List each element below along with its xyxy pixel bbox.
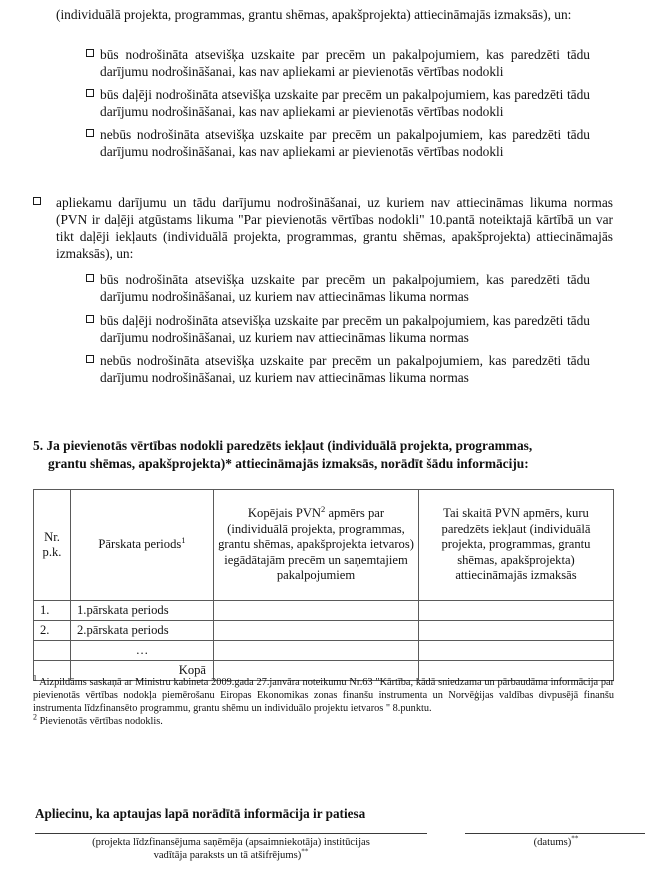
row-total-vat[interactable] bbox=[214, 601, 419, 621]
table-row[interactable] bbox=[34, 641, 614, 661]
checkbox-option-2a-label: būs nodrošināta atsevišķa uzskaite par precēm un pakalpojumiem, kas paredzēti tādu darījumu nodrošināšanai, uz kuriem nav attiecināmas likuma normas bbox=[100, 272, 590, 305]
row-period: 2.pārskata periods bbox=[71, 621, 214, 641]
checkbox-icon[interactable] bbox=[86, 355, 94, 363]
checkbox-option-2b-label: būs daļēji nodrošināta atsevišķa uzskaite par precēm un pakalpojumiem, kas paredzēti tādu darījumu nodrošināšanai, uz kuriem nav attiecināmas likuma normas bbox=[100, 312, 590, 345]
table-header-total-vat bbox=[214, 490, 419, 601]
checkbox-option-1b[interactable] bbox=[86, 86, 590, 120]
footnote-1-text: Aizpildāms saskaņā ar Ministru kabineta 2009.gada 27.janvāra noteikumu Nr.63 "Kārtība, kādā sniedzama un pārbaudāma informācija par pievienotās vērtības nodokļa piemērošanu Eiropas Ekonomikas zonas finanšu instrumenta un Norvēģijas valdības divpusējā finanšu instrumenta līdzfinansēto programmu, grantu shēmu un individuālo projektu ietvaros " 8.punktu. bbox=[33, 677, 614, 715]
checkbox-option-2c-label: nebūs nodrošināta atsevišķa uzskaite par precēm un pakalpojumiem, kas paredzēti tādu darījumu nodrošināšanai, uz kuriem nav attiecināmas likuma normas bbox=[100, 352, 590, 385]
row-total-vat[interactable] bbox=[214, 641, 419, 661]
row-total-vat[interactable] bbox=[214, 621, 419, 641]
table-header-period-label: Pārskata periods bbox=[98, 537, 182, 552]
checkbox-option-1c-label: nebūs nodrošināta atsevišķa uzskaite par precēm un pakalpojumiem, kas paredzēti tādu darījumu nodrošināšanai, kas nav apliekami ar pievienotās vērtības nodokli bbox=[100, 127, 590, 160]
table-body bbox=[34, 601, 614, 681]
date-caption bbox=[465, 834, 645, 849]
checkbox-icon[interactable] bbox=[33, 197, 41, 205]
checkbox-option-2-lead[interactable] bbox=[33, 194, 613, 262]
signature-block bbox=[35, 833, 427, 863]
table-header-nr-line1: Nr. bbox=[44, 529, 60, 544]
table-header-total-vat-part1: Kopējais PVN bbox=[247, 506, 322, 521]
signature-caption-line2: vadītāja paraksts un tā atšifrējums) bbox=[153, 850, 302, 862]
row-eligible-vat[interactable] bbox=[419, 621, 614, 641]
table-header-eligible-vat bbox=[419, 490, 614, 601]
checkbox-option-1a[interactable] bbox=[86, 46, 590, 80]
checkbox-icon[interactable] bbox=[86, 89, 94, 97]
attestation-statement: Apliecinu, ka aptaujas lapā norādītā informācija ir patiesa bbox=[35, 806, 366, 821]
row-nr: 2. bbox=[34, 621, 71, 641]
date-block bbox=[465, 833, 645, 849]
option-group-one-list bbox=[86, 46, 590, 161]
footnotes-block bbox=[33, 673, 614, 728]
table-header-row bbox=[34, 490, 614, 601]
checkbox-option-1b-label: būs daļēji nodrošināta atsevišķa uzskaite par precēm un pakalpojumiem, kas paredzēti tādu darījumu nodrošināšanai, kas nav apliekami ar pievienotās vērtības nodokli bbox=[100, 87, 590, 120]
checkbox-option-1c[interactable] bbox=[86, 126, 590, 160]
table-header-period-footnote-mark: 1 bbox=[181, 535, 186, 546]
footnote-2-text: Pievienotās vērtības nodoklis. bbox=[39, 716, 163, 728]
pvn-amounts-table bbox=[33, 489, 614, 681]
row-nr bbox=[34, 641, 71, 661]
section-5-heading-line1: 5. Ja pievienotās vērtības nodokli paredzēts iekļaut (individuālā projekta, programmas, bbox=[33, 438, 533, 453]
footnote-1 bbox=[33, 673, 614, 715]
row-period: … bbox=[71, 641, 214, 661]
signature-caption-footnote-mark: ** bbox=[301, 847, 309, 856]
table-header-total-vat-part2: apmērs par (individuālā projekta, programmas, grantu shēmas, apakšprojekta ietvaros) iegādātajām precēm un saņemtajiem pakalpojumiem bbox=[218, 506, 414, 583]
table-header-nr bbox=[34, 490, 71, 601]
row-period-total-label: Kopā bbox=[71, 661, 214, 681]
footnote-2-mark: 2 bbox=[33, 712, 37, 722]
checkbox-icon[interactable] bbox=[86, 129, 94, 137]
checkbox-option-1a-label: būs nodrošināta atsevišķa uzskaite par precēm un pakalpojumiem, kas paredzēti tādu darījumu nodrošināšanai, kas nav apliekami ar pievienotās vērtības nodokli bbox=[100, 47, 590, 80]
table-header-eligible-vat-label: Tai skaitā PVN apmērs, kuru paredzēts iekļaut (individuālā projekta, programmas, grantu shēmas, apakšprojekta) attiecināmajās izmaksās bbox=[441, 506, 591, 583]
table-header-total-vat-footnote-mark: 2 bbox=[321, 504, 326, 515]
option-group-one bbox=[33, 46, 613, 161]
date-caption-label: (datums) bbox=[533, 837, 572, 848]
section-5-heading-line2: grantu shēmas, apakšprojekta)* attiecināmajās izmaksās, norādīt šādu informāciju: bbox=[48, 456, 529, 471]
table-header-nr-line2: p.k. bbox=[42, 545, 62, 559]
row-period: 1.pārskata periods bbox=[71, 601, 214, 621]
checkbox-option-2c[interactable] bbox=[86, 352, 590, 386]
checkbox-icon[interactable] bbox=[86, 274, 94, 282]
checkbox-option-2b[interactable] bbox=[86, 312, 590, 346]
table-header-period bbox=[71, 490, 214, 601]
signature-caption bbox=[35, 834, 427, 863]
checkbox-option-2-lead-label: apliekamu darījumu un tādu darījumu nodrošināšanai, uz kuriem nav attiecināmas likuma normas (PVN ir daļēji atgūstams likuma "Par pievienotās vērtības nodokli" 10.pantā noteiktajā kārtībā un var tikt daļēji iekļauts (individuālā projekta, programmas, grantu shēmas, apakšprojekta) attiecināmajās izmaksās), un: bbox=[56, 195, 613, 262]
row-eligible-vat[interactable] bbox=[419, 601, 614, 621]
row-nr: 1. bbox=[34, 601, 71, 621]
section-5-heading bbox=[33, 437, 615, 473]
footnote-1-mark: 1 bbox=[33, 673, 37, 683]
continuation-paragraph: (individuālā projekta, programmas, grantu shēmas, apakšprojekta) attiecināmajās izmaksās), un: bbox=[56, 7, 572, 22]
table-row[interactable] bbox=[34, 601, 614, 621]
checkbox-option-2a[interactable] bbox=[86, 271, 590, 305]
signature-caption-line1: (projekta līdzfinansējuma saņēmēja (apsaimniekotāja) institūcijas bbox=[92, 837, 370, 848]
date-caption-footnote-mark: ** bbox=[571, 834, 579, 843]
checkbox-icon[interactable] bbox=[86, 315, 94, 323]
checkbox-icon[interactable] bbox=[86, 49, 94, 57]
table-row[interactable] bbox=[34, 621, 614, 641]
continuation-paragraph-block bbox=[56, 6, 613, 23]
footnote-2 bbox=[33, 712, 614, 728]
row-eligible-vat[interactable] bbox=[419, 641, 614, 661]
option-group-two bbox=[33, 194, 613, 386]
option-group-two-list bbox=[86, 271, 590, 386]
